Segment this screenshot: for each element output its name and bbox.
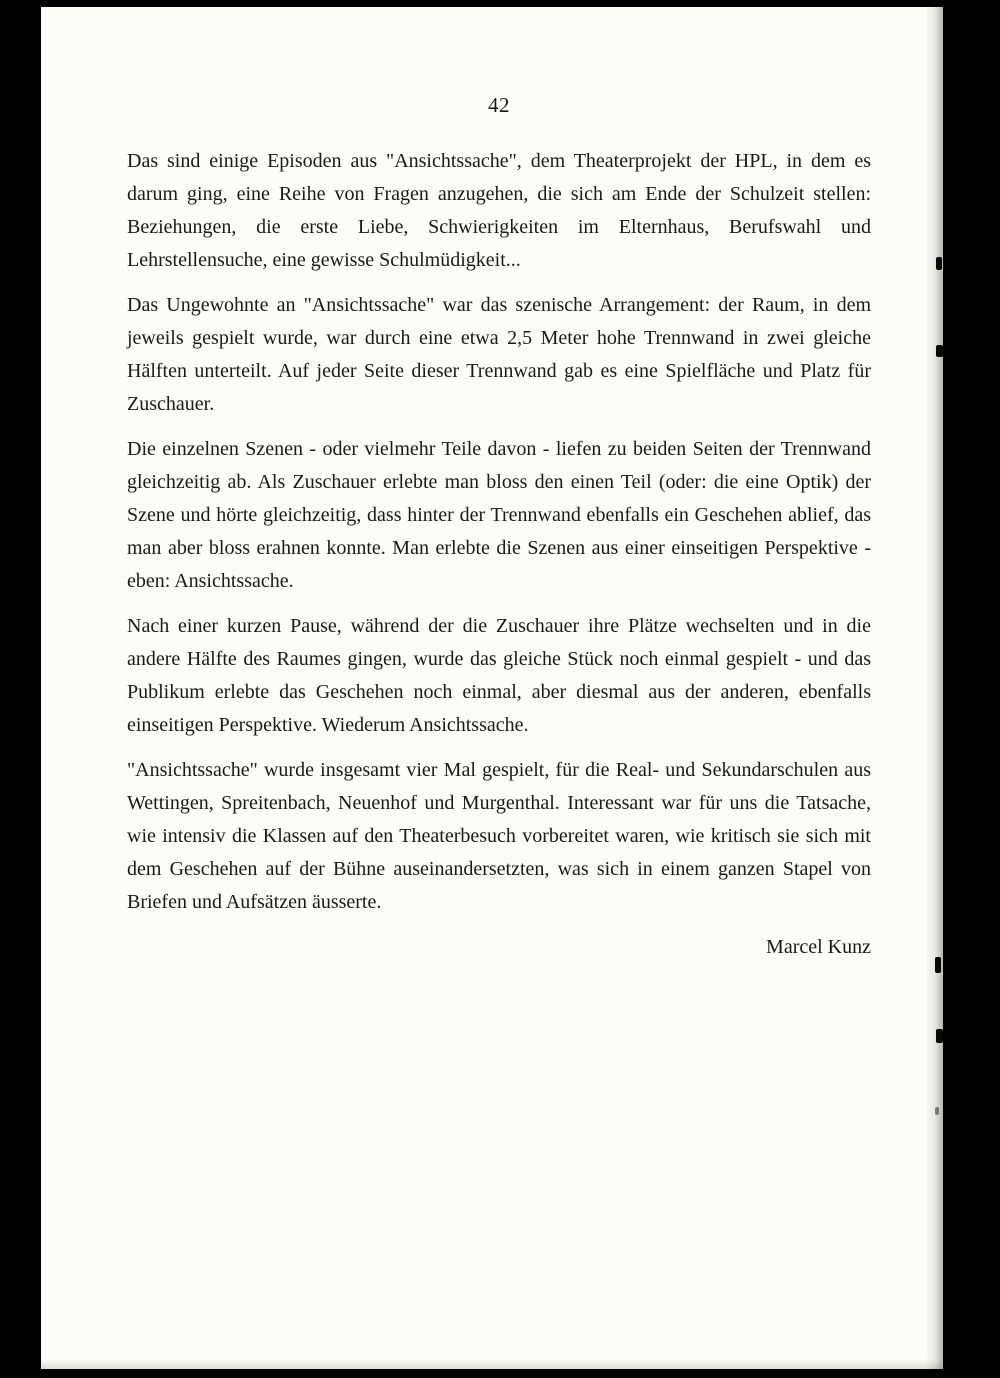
paragraph: Das sind einige Episoden aus "Ansichtssache", dem Theaterprojekt der HPL, in dem es darum ging, eine Reihe von Fragen anzugehen, die sich am Ende der Schulzeit stellen: Beziehungen, die erste Liebe, Schwierigkeiten im Elternhaus, Berufswahl und Lehrstellensuche, eine gewisse Schulmüdigkeit... [127,150,871,271]
paragraph: Das Ungewohnte an "Ansichtssache" war das szenische Arrangement: der Raum, in dem jeweils gespielt wurde, war durch eine etwa 2,5 Meter hohe Trennwand in zwei gleiche Hälften unterteilt. Auf jeder Seite dieser Trennwand gab es eine Spielfläche und Platz für Zuschauer. [127,294,871,415]
page-number: 42 [488,93,510,117]
paragraph: Nach einer kurzen Pause, während der die Zuschauer ihre Plätze wechselten und in die andere Hälfte des Raumes gingen, wurde das gleiche Stück noch einmal gespielt - und das Publikum erlebte das Geschehen noch einmal, aber diesmal aus der anderen, ebenfalls einseitigen Perspektive. Wiederum Ansichtssache. [127,615,871,736]
page-bottom-shadow [41,1359,943,1369]
document-page [41,7,943,1369]
page-edge-shadow [925,7,943,1369]
text-block [127,145,871,976]
scan-artifact [936,257,942,270]
scan-artifact [936,345,943,357]
scan-artifact [935,1107,939,1115]
signature: Marcel Kunz [766,936,871,958]
scan-artifact [935,957,941,973]
paragraph: "Ansichtssache" wurde insgesamt vier Mal gespielt, für die Real- und Sekundarschulen aus Wettingen, Spreitenbach, Neuenhof und Murgenthal. Interessant war für uns die Tatsache, wie intensiv die Klassen auf den Theaterbesuch vorbereitet waren, wie kritisch sie sich mit dem Geschehen auf der Bühne auseinandersetzten, was sich in einem ganzen Stapel von Briefen und Aufsätzen äusserte. [127,759,871,913]
scan-artifact [936,1029,943,1043]
paragraph: Die einzelnen Szenen - oder vielmehr Teile davon - liefen zu beiden Seiten der Trennwand gleichzeitig ab. Als Zuschauer erlebte man bloss den einen Teil (oder: die eine Optik) der Szene und hörte gleichzeitig, dass hinter der Trennwand ebenfalls ein Geschehen ablief, das man aber bloss erahnen konnte. Man erlebte die Szenen aus einer einseitigen Perspektive - eben: Ansichtssache. [127,438,871,592]
